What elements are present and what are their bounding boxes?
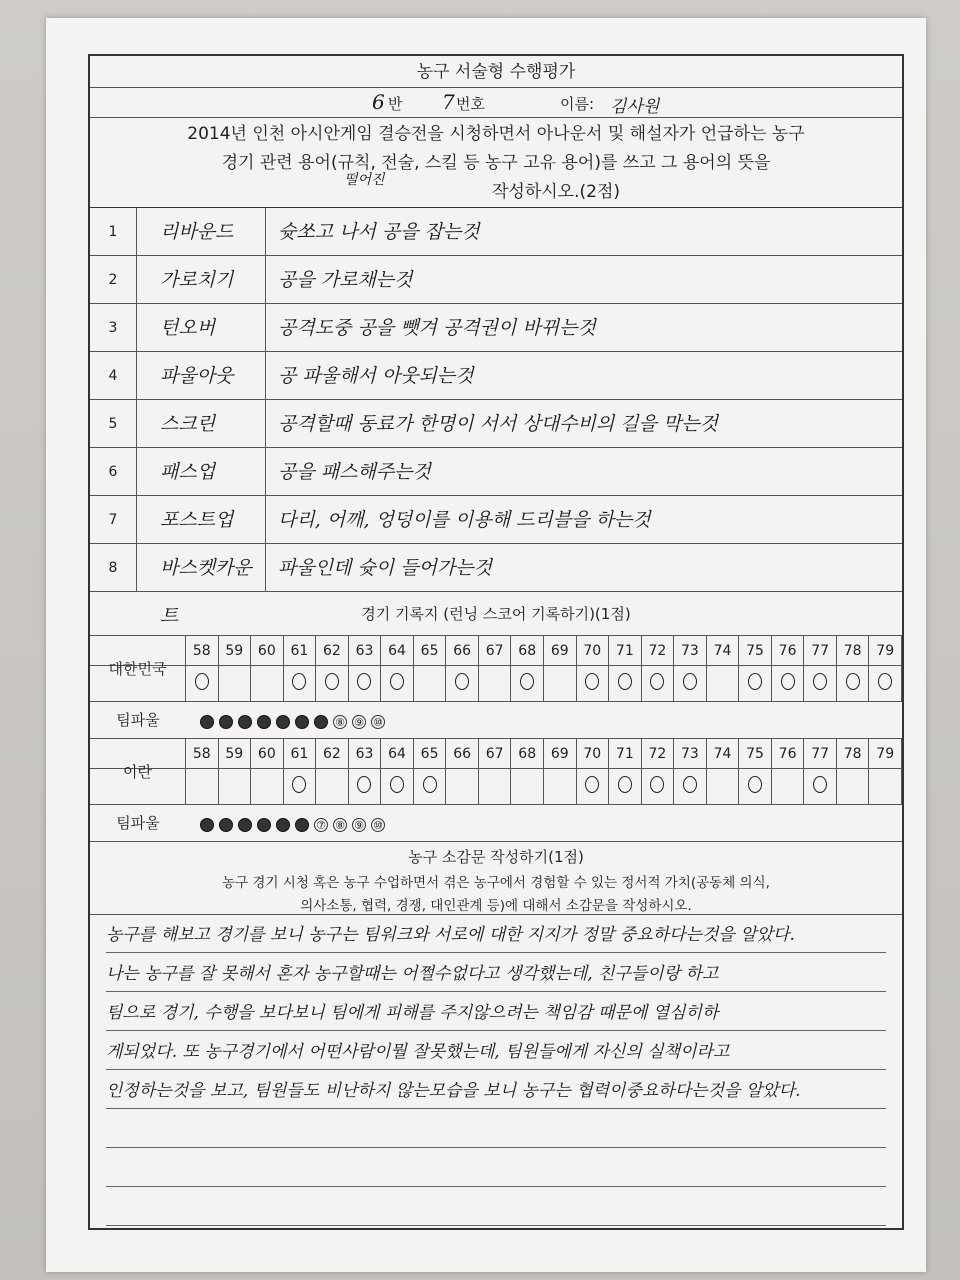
team-name: 이란 [90,739,186,805]
score-mark-cell [511,769,544,804]
term-number: 1 [90,208,137,255]
team-foul-markers [200,805,390,842]
team-foul-row [90,805,902,842]
score-mark-cell [642,666,675,701]
term-row [90,448,902,496]
score-number-cell: 71 [609,739,642,768]
term-name: 리바운드 [136,208,266,255]
term-definition: 다리, 어깨, 엉덩이를 이용해 드리블을 하는것 [278,509,651,531]
question-handwritten-insert: 떨어진 [344,172,385,188]
score-mark-cell [869,666,902,701]
student-info-row [90,88,902,118]
score-number-cell: 68 [511,739,544,768]
number-label: 번호 [456,95,485,113]
score-circle-mark [357,776,371,793]
class-label: 반 [388,95,403,113]
team-foul-markers [200,702,390,739]
score-mark-cell [577,769,610,804]
term-definition: 공 파울해서 아웃되는것 [278,365,474,387]
score-number-cell: 69 [544,636,577,665]
score-number-cell: 67 [479,739,512,768]
score-number-cell: 58 [186,739,219,768]
score-mark-cell [251,769,284,804]
score-mark-cell [609,769,642,804]
question-line-2: 경기 관련 용어(규칙, 전술, 스킬 등 농구 고유 용어)를 쓰고 그 용어의 뜻을 [221,153,771,173]
score-circle-mark [813,776,827,793]
score-mark-cell [446,769,479,804]
score-number-cell: 69 [544,739,577,768]
term-number: 7 [90,496,137,543]
essay-line: 게되었다. 또 농구경기에서 어떤사람이뭘 잘못했는데, 팀원들에게 자신의 실책이라고 [106,1035,886,1070]
score-number-cell: 71 [609,636,642,665]
score-circle-mark [455,673,469,690]
foul-marker-empty: ⑧ [333,715,347,729]
form-title [90,56,902,88]
term-row [90,256,902,304]
score-mark-cell [869,769,902,804]
score-mark-cell [804,666,837,701]
score-number-cell: 58 [186,636,219,665]
score-circle-mark [683,776,697,793]
term-number: 2 [90,256,137,303]
score-circle-mark [292,776,306,793]
score-number-cell: 77 [804,739,837,768]
foul-marker-filled [295,715,309,729]
term-name: 바스켓카운트 [136,544,266,591]
score-number-cell: 66 [446,636,479,665]
score-circle-mark [878,673,892,690]
score-mark-cell [219,666,252,701]
score-mark-cell [837,769,870,804]
score-marks-row [90,769,902,805]
foul-marker-filled [314,715,328,729]
foul-marker-filled [238,715,252,729]
score-mark-cell [349,769,382,804]
score-number-cell: 72 [642,739,675,768]
score-number-cell: 65 [414,739,447,768]
score-mark-cell [544,666,577,701]
score-number-cell: 76 [772,636,805,665]
score-number-cell: 76 [772,739,805,768]
score-number-cell: 61 [284,739,317,768]
question-line-3: 작성하시오.(2점) [491,182,621,202]
score-number-cell: 74 [707,636,740,665]
term-number: 5 [90,400,137,447]
score-mark-cell [772,666,805,701]
name-value: 김사원 [610,97,660,117]
essay-prompt-line-2: 의사소통, 협력, 경쟁, 대인관계 등)에 대해서 소감문을 작성하시오. [300,898,692,914]
score-number-cell: 59 [219,739,252,768]
score-number-cell: 75 [739,636,772,665]
score-number-cell: 63 [349,739,382,768]
score-circle-mark [390,776,404,793]
score-number-cell: 59 [219,636,252,665]
score-mark-cell [739,769,772,804]
foul-marker-filled [276,715,290,729]
score-number-cell: 67 [479,636,512,665]
score-number-cell: 79 [869,739,902,768]
term-name: 파울아웃 [136,352,266,399]
score-mark-cell [674,769,707,804]
team-foul-label: 팀파울 [116,711,160,729]
score-mark-cell [609,666,642,701]
score-mark-cell [674,666,707,701]
foul-marker-filled [200,818,214,832]
score-mark-cell [479,769,512,804]
team-foul-label: 팀파울 [116,814,160,832]
essay-line: 나는 농구를 잘 못해서 혼자 농구할때는 어쩔수없다고 생각했는데, 친구들이랑 하고 [106,957,886,992]
score-circle-mark [195,673,209,690]
score-number-cell: 72 [642,636,675,665]
term-name: 가로치기 [136,256,266,303]
term-row [90,496,902,544]
score-mark-cell [837,666,870,701]
team-name: 대한민국 [90,636,186,702]
score-circle-mark [650,673,664,690]
score-circle-mark [748,673,762,690]
score-circle-mark [846,673,860,690]
score-number-cell: 74 [707,739,740,768]
score-circle-mark [618,673,632,690]
score-number-cell: 61 [284,636,317,665]
number-value: 7 [442,90,455,114]
question-block [90,118,902,208]
score-number-cell: 73 [674,636,707,665]
score-circle-mark [683,673,697,690]
score-circle-mark [520,673,534,690]
team-foul-row [90,702,902,739]
score-mark-cell [316,666,349,701]
score-circle-mark [292,673,306,690]
score-mark-cell [186,666,219,701]
essay-line: 인정하는것을 보고, 팀원들도 비난하지 않는모습을 보니 농구는 협력이중요하다는것을 알았다. [106,1074,886,1109]
score-number-cell: 70 [577,739,610,768]
score-marks-row [90,666,902,702]
term-number: 6 [90,448,137,495]
score-mark-cell [316,769,349,804]
score-mark-cell [544,769,577,804]
foul-marker-filled [257,818,271,832]
score-mark-cell [446,666,479,701]
term-number: 8 [90,544,137,591]
score-circle-mark [813,673,827,690]
score-circle-mark [585,673,599,690]
term-row [90,208,902,256]
term-row [90,304,902,352]
scoresheet [90,636,902,842]
score-mark-cell [284,769,317,804]
term-number: 4 [90,352,137,399]
score-circle-mark [423,776,437,793]
scoresheet-title: 경기 기록지 (런닝 스코어 기록하기)(1점) [361,605,631,623]
score-mark-cell [804,769,837,804]
score-mark-cell [414,666,447,701]
score-mark-cell [707,666,740,701]
score-circle-mark [585,776,599,793]
essay-line: 농구를 해보고 경기를 보니 농구는 팀워크와 서로에 대한 지지가 정말 중요하다는것을 알았다. [106,918,886,953]
score-number-cell: 64 [381,739,414,768]
foul-marker-filled [219,818,233,832]
name-label: 이름: [560,95,595,113]
score-mark-cell [251,666,284,701]
score-mark-cell [739,666,772,701]
term-definition: 파울인데 슛이 들어가는것 [278,557,492,579]
term-name: 스크린 [136,400,266,447]
score-circle-mark [618,776,632,793]
score-number-cell: 64 [381,636,414,665]
score-mark-cell [219,769,252,804]
score-circle-mark [748,776,762,793]
score-number-cell: 75 [739,739,772,768]
score-mark-cell [414,769,447,804]
essay-line [106,1191,886,1226]
term-name: 패스업 [136,448,266,495]
question-line-1: 2014년 인천 아시안게임 결승전을 시청하면서 아나운서 및 해설자가 언급하는 농구 [187,124,805,144]
score-number-cell: 66 [446,739,479,768]
score-circle-mark [781,673,795,690]
score-mark-cell [577,666,610,701]
score-mark-cell [707,769,740,804]
essay-title: 농구 소감문 작성하기(1점) [408,848,584,866]
term-row [90,400,902,448]
essay-header [90,842,902,915]
score-mark-cell [479,666,512,701]
foul-marker-filled [200,715,214,729]
foul-marker-empty: ⑩ [371,715,385,729]
foul-marker-filled [219,715,233,729]
foul-marker-empty: ⑨ [352,818,366,832]
score-mark-cell [642,769,675,804]
score-number-cell: 60 [251,739,284,768]
score-number-cell: 65 [414,636,447,665]
term-number: 3 [90,304,137,351]
term-definition: 공을 가로채는것 [278,269,413,291]
foul-marker-empty: ⑨ [352,715,366,729]
score-number-cell: 63 [349,636,382,665]
score-circle-mark [650,776,664,793]
score-number-cell: 62 [316,636,349,665]
term-definition: 슛쏘고 나서 공을 잡는것 [278,221,480,243]
score-number-cell: 79 [869,636,902,665]
term-definition: 공격할때 동료가 한명이 서서 상대수비의 길을 막는것 [278,413,719,435]
score-mark-cell [284,666,317,701]
essay-area [90,914,902,1228]
score-number-cell: 78 [837,636,870,665]
score-number-cell: 73 [674,739,707,768]
score-number-cell: 70 [577,636,610,665]
foul-marker-filled [257,715,271,729]
assessment-form [88,54,904,1230]
score-number-cell: 78 [837,739,870,768]
title-text: 농구 서술형 수행평가 [416,62,576,82]
score-mark-cell [381,666,414,701]
term-definition: 공격도중 공을 뺏겨 공격권이 바뀌는것 [278,317,596,339]
score-circle-mark [390,673,404,690]
foul-marker-filled [238,818,252,832]
score-mark-cell [381,769,414,804]
score-mark-cell [772,769,805,804]
score-number-cell: 62 [316,739,349,768]
score-number-cell: 77 [804,636,837,665]
essay-line [106,1152,886,1187]
essay-prompt-line-1: 농구 경기 시청 혹은 농구 수업하면서 겪은 농구에서 경험할 수 있는 정서적 가치(공동체 의식, [222,875,770,891]
score-numbers-row [90,739,902,781]
foul-marker-filled [295,818,309,832]
foul-marker-empty: ⑦ [314,818,328,832]
term-name: 턴오버 [136,304,266,351]
score-numbers-row [90,636,902,678]
class-value: 6 [372,90,385,114]
score-circle-mark [325,673,339,690]
term-name: 포스트업 [136,496,266,543]
essay-line [106,1113,886,1148]
score-circle-mark [357,673,371,690]
score-number-cell: 68 [511,636,544,665]
foul-marker-empty: ⑧ [333,818,347,832]
score-mark-cell [349,666,382,701]
score-number-cell: 60 [251,636,284,665]
scoresheet-title-row [90,592,902,636]
essay-line: 팀으로 경기, 수행을 보다보니 팀에게 피해를 주지않으려는 책임감 때문에 열심히하 [106,996,886,1031]
question-line-3-wrap [90,172,902,207]
foul-marker-empty: ⑩ [371,818,385,832]
foul-marker-filled [276,818,290,832]
term-row [90,352,902,400]
term-definition: 공을 패스해주는것 [278,461,431,483]
score-mark-cell [511,666,544,701]
score-mark-cell [186,769,219,804]
